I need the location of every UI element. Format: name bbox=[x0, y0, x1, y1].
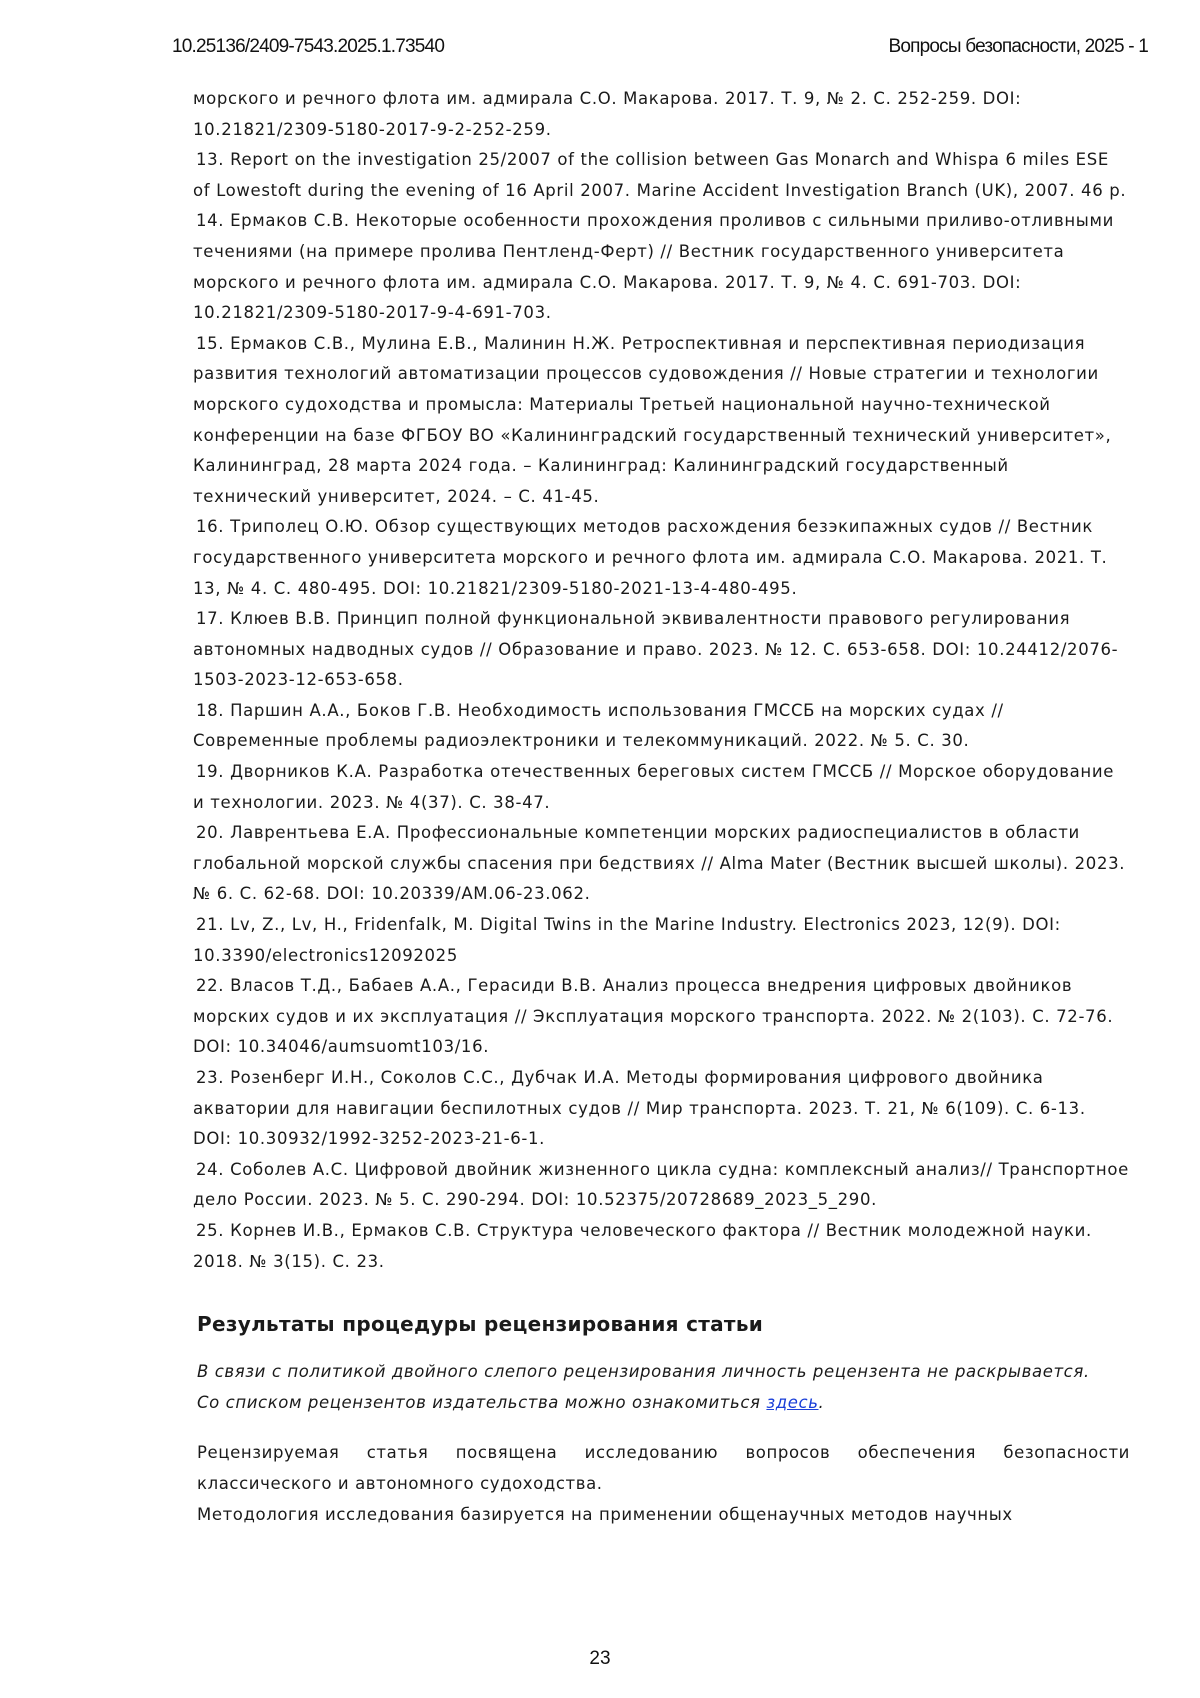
reviewer-list-prefix: Со списком рецензентов издательства можно ознакомиться bbox=[197, 1393, 766, 1412]
reviewer-list-suffix: . bbox=[819, 1393, 825, 1412]
reference-item-13: 13. Report on the investigation 25/2007 of the collision between Gas Monarch and Whispa 6 miles ESE of Lowestoft during the evening of 16 April 2007. Marine Accident Investigation Branch (UK), 2007. 46 p. bbox=[193, 145, 1130, 206]
reference-item-15: 15. Ермаков С.В., Мулина Е.В., Малинин Н.Ж. Ретроспективная и перспективная периодизация развития технологий автоматизации процессов судовождения // Новые стратегии и технологии морского судоходства и промысла: Материалы Третьей национальной научно-технической конференции на базе ФГБОУ ВО «Калининградский государственный технический университет», Калининград, 28 марта 2024 года. – Калининград: Калининградский государственный технический университет, 2024. – С. 41-45. bbox=[193, 329, 1130, 513]
reference-item-21: 21. Lv, Z., Lv, H., Fridenfalk, M. Digital Twins in the Marine Industry. Electronics 2023, 12(9). DOI: 10.3390/electronics12092025 bbox=[193, 910, 1130, 971]
review-section-title: Результаты процедуры рецензирования статьи bbox=[197, 1309, 1130, 1339]
reference-item-20: 20. Лаврентьева Е.А. Профессиональные компетенции морских радиоспециалистов в области глобальной морской службы спасения при бедствиях // Alma Mater (Вестник высшей школы). 2023. № 6. С. 62-68. DOI: 10.20339/AM.06-23.062. bbox=[193, 818, 1130, 910]
reference-item-17: 17. Клюев В.В. Принцип полной функциональной эквивалентности правового регулирования автономных надводных судов // Образование и право. 2023. № 12. С. 653-658. DOI: 10.24412/2076-1503-2023-12-653-658. bbox=[193, 604, 1130, 696]
article-doi: 10.25136/2409-7543.2025.1.73540 bbox=[172, 36, 444, 58]
reference-item-22: 22. Власов Т.Д., Бабаев А.А., Герасиди В.В. Анализ процесса внедрения цифровых двойников морских судов и их эксплуатация // Эксплуатация морского транспорта. 2022. № 2(103). С. 72-76. DOI: 10.34046/aumsuomt103/16. bbox=[193, 971, 1130, 1063]
journal-issue: Вопросы безопасности, 2025 - 1 bbox=[889, 36, 1149, 58]
page-number: 23 bbox=[0, 1648, 1200, 1670]
reference-item-19: 19. Дворников К.А. Разработка отечественных береговых систем ГМССБ // Морское оборудование и технологии. 2023. № 4(37). С. 38-47. bbox=[193, 757, 1130, 818]
review-paragraph-1: Рецензируемая статья посвящена исследованию вопросов обеспечения безопасности классического и автономного судоходства. bbox=[197, 1438, 1130, 1499]
reference-item-24: 24. Соболев А.С. Цифровой двойник жизненного цикла судна: комплексный анализ// Транспортное дело России. 2023. № 5. С. 290-294. DOI: 10.52375/20728689_2023_5_290. bbox=[193, 1155, 1130, 1216]
reviewer-list-link[interactable]: здесь bbox=[766, 1393, 818, 1412]
reference-item-16: 16. Триполец О.Ю. Обзор существующих методов расхождения безэкипажных судов // Вестник государственного университета морского и речного флота им. адмирала С.О. Макарова. 2021. Т. 13, № 4. С. 480-495. DOI: 10.21821/2309-5180-2021-13-4-480-495. bbox=[193, 512, 1130, 604]
review-body bbox=[197, 1438, 1130, 1530]
page-content bbox=[193, 84, 1130, 1530]
reviewer-list-line bbox=[197, 1388, 1130, 1419]
reference-item-23: 23. Розенберг И.Н., Соколов С.С., Дубчак И.А. Методы формирования цифрового двойника акватории для навигации беспилотных судов // Мир транспорта. 2023. Т. 21, № 6(109). С. 6-13. DOI: 10.30932/1992-3252-2023-21-6-1. bbox=[193, 1063, 1130, 1155]
review-paragraph-2: Методология исследования базируется на применении общенаучных методов научных bbox=[197, 1500, 1130, 1531]
reference-list bbox=[193, 84, 1130, 1277]
reference-item-18: 18. Паршин А.А., Боков Г.В. Необходимость использования ГМССБ на морских судах // Современные проблемы радиоэлектроники и телекоммуникаций. 2022. № 5. С. 30. bbox=[193, 696, 1130, 757]
reference-item-14: 14. Ермаков С.В. Некоторые особенности прохождения проливов с сильными приливо-отливными течениями (на примере пролива Пентленд-Ферт) // Вестник государственного университета морского и речного флота им. адмирала С.О. Макарова. 2017. Т. 9, № 4. С. 691-703. DOI: 10.21821/2309-5180-2017-9-4-691-703. bbox=[193, 206, 1130, 328]
review-policy-line: В связи с политикой двойного слепого рецензирования личность рецензента не раскрывается. bbox=[197, 1357, 1130, 1388]
reference-item-12-continued: морского и речного флота им. адмирала С.О. Макарова. 2017. Т. 9, № 2. С. 252-259. DOI: 10.21821/2309-5180-2017-9-2-252-259. bbox=[193, 84, 1130, 145]
reference-item-25: 25. Корнев И.В., Ермаков С.В. Структура человеческого фактора // Вестник молодежной науки. 2018. № 3(15). С. 23. bbox=[193, 1216, 1130, 1277]
review-policy-note bbox=[197, 1357, 1130, 1418]
